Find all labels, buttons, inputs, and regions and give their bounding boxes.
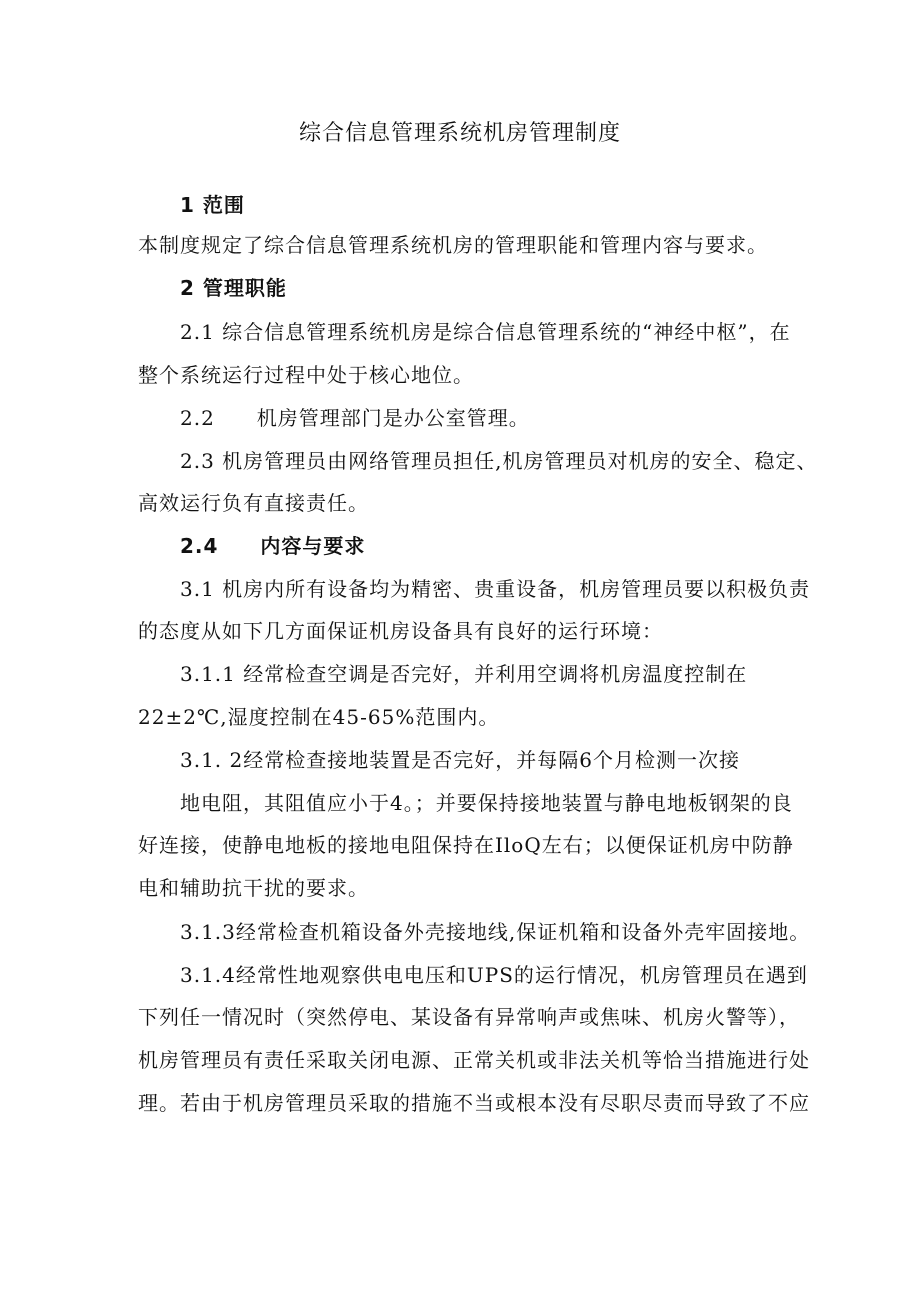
paragraph-line: 下列任一情况时（突然停电、某设备有异常响声或焦味、机房火警等），	[138, 1005, 800, 1029]
paragraph-line: 机房管理员有责任采取关闭电源、正常关机或非法关机等恰当措施进行处	[138, 1048, 810, 1072]
paragraph-line: 地电阻，其阻值应小于4。；并要保持接地装置与静电地板钢架的良	[180, 791, 793, 815]
section-heading: 1 范围	[180, 193, 245, 217]
section-heading: 2.4 内容与要求	[180, 534, 366, 558]
paragraph-line: 好连接，使静电地板的接地电阻保持在IloQ左右；以便保证机房中防静	[138, 833, 794, 857]
paragraph-line: 22±2℃,湿度控制在45-65%范围内。	[138, 705, 500, 729]
paragraph-line: 3.1.1 经常检查空调是否完好，并利用空调将机房温度控制在	[180, 662, 748, 686]
paragraph-line: 3.1.3经常检查机箱设备外壳接地线,保证机箱和设备外壳牢固接地。	[180, 920, 811, 944]
paragraph-line: 2.3 机房管理员由网络管理员担任,机房管理员对机房的安全、稳定、	[180, 449, 818, 473]
paragraph-line: 整个系统运行过程中处于核心地位。	[138, 363, 474, 387]
paragraph-line: 电和辅助抗干扰的要求。	[138, 876, 369, 900]
paragraph-line: 2.2 机房管理部门是办公室管理。	[180, 406, 530, 430]
paragraph-line: 的态度从如下几方面保证机房设备具有良好的运行环境：	[138, 619, 663, 643]
paragraph-line: 3.1 机房内所有设备均为精密、贵重设备，机房管理员要以积极负责	[180, 577, 811, 601]
paragraph-line: 高效运行负有直接责任。	[138, 491, 369, 515]
paragraph-line: 3.1.4经常性地观察供电电压和UPS的运行情况，机房管理员在遇到	[180, 963, 808, 987]
paragraph-line: 2.1 综合信息管理系统机房是综合信息管理系统的“神经中枢”，在	[180, 320, 791, 344]
page-title: 综合信息管理系统机房管理制度	[298, 121, 621, 146]
paragraph-line: 理。若由于机房管理员采取的措施不当或根本没有尽职尽责而导致了不应	[138, 1091, 810, 1115]
paragraph-line: 3.1. 2经常检查接地装置是否完好，并每隔6个月检测一次接	[180, 748, 740, 772]
section-heading: 2 管理职能	[180, 276, 287, 300]
paragraph-line: 本制度规定了综合信息管理系统机房的管理职能和管理内容与要求。	[138, 233, 768, 257]
